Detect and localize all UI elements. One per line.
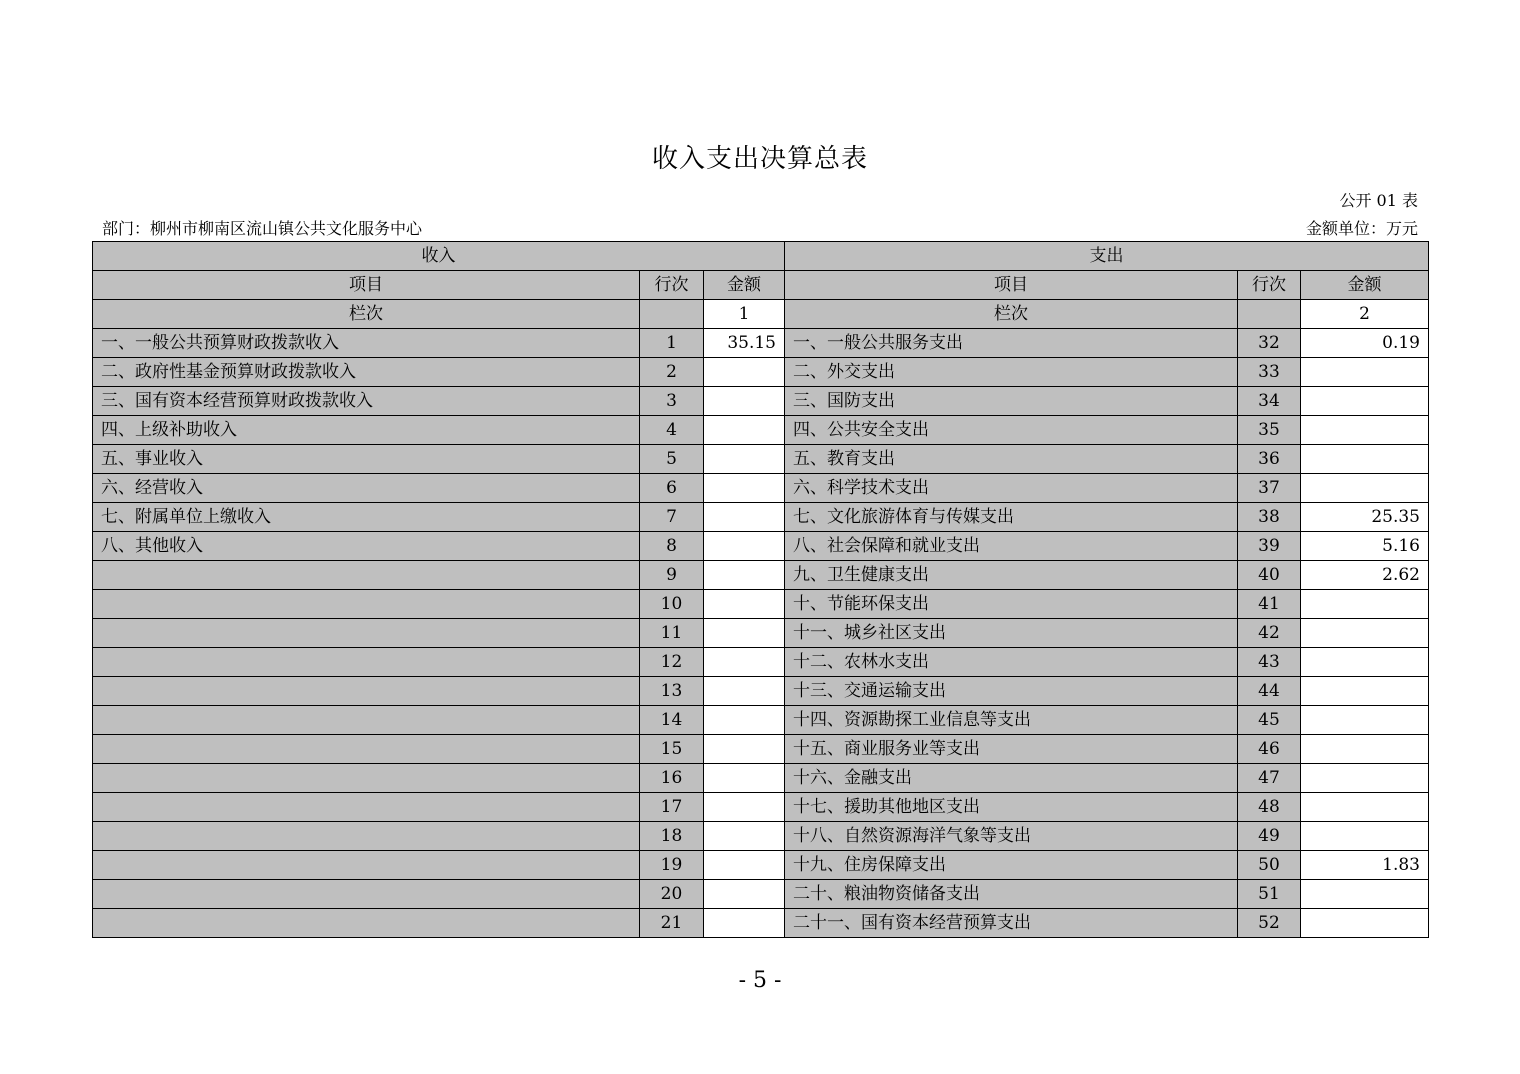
expense-line-blank — [1238, 300, 1301, 329]
table-row — [93, 822, 1429, 851]
income-line-cell: 1 — [640, 329, 704, 358]
expense-amount-cell — [1301, 909, 1429, 938]
income-amount-cell — [704, 735, 785, 764]
income-amount-cell — [704, 822, 785, 851]
income-item-cell — [93, 648, 640, 677]
amount-unit-label: 金额单位：万元 — [1305, 219, 1418, 238]
income-item-cell: 一、一般公共预算财政拨款收入 — [93, 329, 640, 358]
table-row — [93, 880, 1429, 909]
table-row — [93, 358, 1429, 387]
income-amount-cell — [704, 764, 785, 793]
expense-line-header: 行次 — [1238, 271, 1301, 300]
table-row — [93, 474, 1429, 503]
column-header-row — [93, 271, 1429, 300]
income-line-cell: 13 — [640, 677, 704, 706]
expense-item-cell: 九、卫生健康支出 — [785, 561, 1238, 590]
table-row — [93, 387, 1429, 416]
expense-column-number: 2 — [1301, 300, 1429, 329]
expense-amount-cell — [1301, 764, 1429, 793]
income-amount-cell — [704, 387, 785, 416]
income-line-cell: 12 — [640, 648, 704, 677]
expense-item-cell: 十六、金融支出 — [785, 764, 1238, 793]
expense-line-cell: 32 — [1238, 329, 1301, 358]
income-item-cell: 四、上级补助收入 — [93, 416, 640, 445]
table-row — [93, 329, 1429, 358]
income-line-cell: 2 — [640, 358, 704, 387]
income-column-number: 1 — [704, 300, 785, 329]
expense-item-header: 项目 — [785, 271, 1238, 300]
income-line-cell: 18 — [640, 822, 704, 851]
expense-item-cell: 十八、自然资源海洋气象等支出 — [785, 822, 1238, 851]
expense-amount-cell — [1301, 387, 1429, 416]
expense-amount-cell — [1301, 590, 1429, 619]
income-item-cell — [93, 764, 640, 793]
income-item-cell: 五、事业收入 — [93, 445, 640, 474]
income-item-cell — [93, 590, 640, 619]
income-item-cell — [93, 880, 640, 909]
income-item-cell — [93, 822, 640, 851]
expense-item-cell: 十、节能环保支出 — [785, 590, 1238, 619]
income-item-cell — [93, 851, 640, 880]
section-header-row — [93, 242, 1429, 271]
income-line-header: 行次 — [640, 271, 704, 300]
income-amount-cell — [704, 532, 785, 561]
income-amount-cell — [704, 851, 785, 880]
table-row — [93, 619, 1429, 648]
expense-amount-cell — [1301, 445, 1429, 474]
expense-line-cell: 43 — [1238, 648, 1301, 677]
expense-item-cell: 七、文化旅游体育与传媒支出 — [785, 503, 1238, 532]
income-amount-cell — [704, 590, 785, 619]
income-amount-cell — [704, 909, 785, 938]
expense-item-cell: 十九、住房保障支出 — [785, 851, 1238, 880]
income-item-cell: 八、其他收入 — [93, 532, 640, 561]
table-row — [93, 706, 1429, 735]
income-item-cell — [93, 735, 640, 764]
income-line-cell: 10 — [640, 590, 704, 619]
income-amount-cell — [704, 793, 785, 822]
expense-item-cell: 六、科学技术支出 — [785, 474, 1238, 503]
column-number-row — [93, 300, 1429, 329]
expense-item-cell: 十五、商业服务业等支出 — [785, 735, 1238, 764]
expense-item-cell: 四、公共安全支出 — [785, 416, 1238, 445]
expense-amount-cell: 5.16 — [1301, 532, 1429, 561]
income-line-cell: 5 — [640, 445, 704, 474]
income-item-cell — [93, 706, 640, 735]
expense-item-cell: 十一、城乡社区支出 — [785, 619, 1238, 648]
income-amount-cell — [704, 445, 785, 474]
expense-item-cell: 十四、资源勘探工业信息等支出 — [785, 706, 1238, 735]
expense-item-cell: 十二、农林水支出 — [785, 648, 1238, 677]
income-line-cell: 7 — [640, 503, 704, 532]
table-row — [93, 561, 1429, 590]
income-amount-cell — [704, 503, 785, 532]
income-item-cell — [93, 793, 640, 822]
expense-line-cell: 38 — [1238, 503, 1301, 532]
income-item-cell: 六、经营收入 — [93, 474, 640, 503]
expense-amount-cell — [1301, 648, 1429, 677]
income-section-header: 收入 — [93, 242, 785, 271]
expense-line-cell: 50 — [1238, 851, 1301, 880]
expense-amount-cell — [1301, 793, 1429, 822]
income-line-blank — [640, 300, 704, 329]
income-line-cell: 6 — [640, 474, 704, 503]
expense-amount-cell: 1.83 — [1301, 851, 1429, 880]
income-line-cell: 11 — [640, 619, 704, 648]
income-line-cell: 21 — [640, 909, 704, 938]
table-row — [93, 851, 1429, 880]
income-amount-cell — [704, 677, 785, 706]
income-amount-cell — [704, 561, 785, 590]
income-line-cell: 14 — [640, 706, 704, 735]
expense-amount-cell — [1301, 474, 1429, 503]
expense-amount-cell — [1301, 416, 1429, 445]
expense-line-cell: 49 — [1238, 822, 1301, 851]
page-number: - 5 - — [738, 968, 782, 993]
department-label: 部门：柳州市柳南区流山镇公共文化服务中心 — [102, 219, 423, 238]
expense-amount-cell: 25.35 — [1301, 503, 1429, 532]
expense-amount-cell — [1301, 880, 1429, 909]
expense-line-cell: 34 — [1238, 387, 1301, 416]
expense-item-cell: 三、国防支出 — [785, 387, 1238, 416]
income-line-cell: 8 — [640, 532, 704, 561]
income-item-cell — [93, 619, 640, 648]
income-amount-header: 金额 — [704, 271, 785, 300]
expense-amount-cell — [1301, 735, 1429, 764]
expense-line-cell: 51 — [1238, 880, 1301, 909]
expense-amount-cell — [1301, 706, 1429, 735]
income-item-cell: 二、政府性基金预算财政拨款收入 — [93, 358, 640, 387]
expense-item-cell: 二十一、国有资本经营预算支出 — [785, 909, 1238, 938]
table-row — [93, 677, 1429, 706]
expense-line-cell: 42 — [1238, 619, 1301, 648]
income-expense-table — [92, 241, 1429, 938]
table-row — [93, 648, 1429, 677]
page-title: 收入支出决算总表 — [651, 144, 868, 174]
expense-amount-cell: 0.19 — [1301, 329, 1429, 358]
table-row — [93, 416, 1429, 445]
income-line-cell: 20 — [640, 880, 704, 909]
expense-line-cell: 40 — [1238, 561, 1301, 590]
income-amount-cell — [704, 619, 785, 648]
income-line-cell: 3 — [640, 387, 704, 416]
income-item-cell — [93, 677, 640, 706]
table-row — [93, 503, 1429, 532]
expense-line-cell: 36 — [1238, 445, 1301, 474]
income-item-cell — [93, 909, 640, 938]
income-amount-cell — [704, 648, 785, 677]
income-amount-cell: 35.15 — [704, 329, 785, 358]
expense-item-cell: 五、教育支出 — [785, 445, 1238, 474]
income-line-cell: 19 — [640, 851, 704, 880]
expense-amount-cell — [1301, 358, 1429, 387]
expense-column-label: 栏次 — [785, 300, 1238, 329]
income-amount-cell — [704, 880, 785, 909]
expense-line-cell: 45 — [1238, 706, 1301, 735]
expense-item-cell: 十七、援助其他地区支出 — [785, 793, 1238, 822]
table-row — [93, 590, 1429, 619]
income-line-cell: 9 — [640, 561, 704, 590]
expense-item-cell: 二十、粮油物资储备支出 — [785, 880, 1238, 909]
income-item-cell: 七、附属单位上缴收入 — [93, 503, 640, 532]
expense-item-cell: 一、一般公共服务支出 — [785, 329, 1238, 358]
expense-amount-header: 金额 — [1301, 271, 1429, 300]
expense-line-cell: 47 — [1238, 764, 1301, 793]
income-line-cell: 4 — [640, 416, 704, 445]
table-row — [93, 764, 1429, 793]
expense-item-cell: 八、社会保障和就业支出 — [785, 532, 1238, 561]
expense-section-header: 支出 — [785, 242, 1429, 271]
table-row — [93, 793, 1429, 822]
income-item-header: 项目 — [93, 271, 640, 300]
income-amount-cell — [704, 416, 785, 445]
expense-amount-cell — [1301, 619, 1429, 648]
expense-line-cell: 37 — [1238, 474, 1301, 503]
expense-item-cell: 二、外交支出 — [785, 358, 1238, 387]
table-row — [93, 532, 1429, 561]
expense-amount-cell — [1301, 677, 1429, 706]
income-line-cell: 17 — [640, 793, 704, 822]
expense-line-cell: 41 — [1238, 590, 1301, 619]
expense-line-cell: 46 — [1238, 735, 1301, 764]
income-item-cell — [93, 561, 640, 590]
expense-line-cell: 35 — [1238, 416, 1301, 445]
expense-line-cell: 48 — [1238, 793, 1301, 822]
form-number: 公开 01 表 — [1339, 191, 1418, 210]
expense-amount-cell — [1301, 822, 1429, 851]
income-line-cell: 15 — [640, 735, 704, 764]
table-row — [93, 735, 1429, 764]
table-row — [93, 445, 1429, 474]
expense-item-cell: 十三、交通运输支出 — [785, 677, 1238, 706]
income-amount-cell — [704, 706, 785, 735]
expense-line-cell: 44 — [1238, 677, 1301, 706]
expense-line-cell: 52 — [1238, 909, 1301, 938]
table-row — [93, 909, 1429, 938]
income-column-label: 栏次 — [93, 300, 640, 329]
expense-line-cell: 39 — [1238, 532, 1301, 561]
income-amount-cell — [704, 358, 785, 387]
expense-line-cell: 33 — [1238, 358, 1301, 387]
income-amount-cell — [704, 474, 785, 503]
income-item-cell: 三、国有资本经营预算财政拨款收入 — [93, 387, 640, 416]
expense-amount-cell: 2.62 — [1301, 561, 1429, 590]
income-line-cell: 16 — [640, 764, 704, 793]
